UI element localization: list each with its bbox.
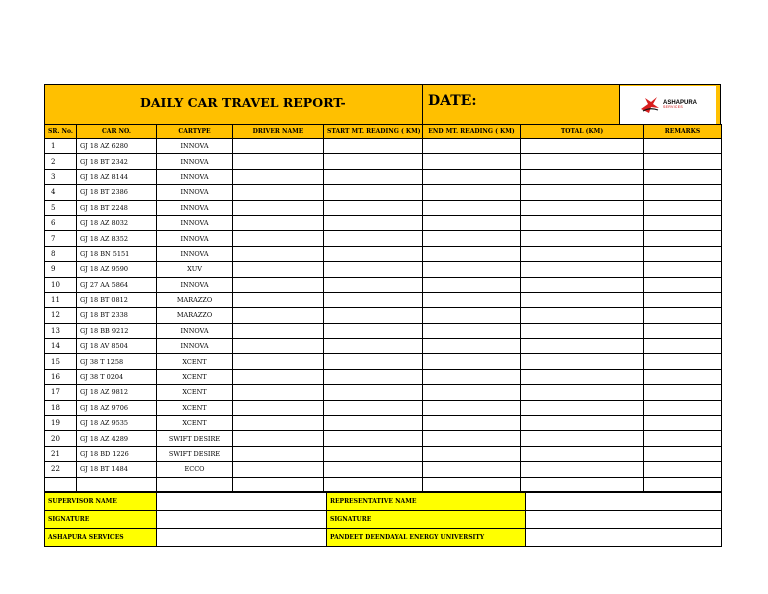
car-type-cell: XUV bbox=[157, 262, 233, 277]
car-no-cell: GJ 18 AZ 8144 bbox=[77, 169, 157, 184]
col-sr-no: SR. No. bbox=[45, 125, 77, 139]
car-type-cell: SWIFT DESIRE bbox=[157, 431, 233, 446]
total-km-cell[interactable] bbox=[521, 400, 644, 415]
end-reading-cell[interactable] bbox=[423, 354, 521, 369]
end-reading-cell[interactable] bbox=[423, 446, 521, 461]
empty-row bbox=[45, 477, 722, 491]
footer-row bbox=[45, 528, 722, 546]
total-km-cell[interactable] bbox=[521, 139, 644, 154]
car-no-cell: GJ 18 BT 2338 bbox=[77, 308, 157, 323]
remarks-cell[interactable] bbox=[644, 262, 722, 277]
ashapura-logo-icon bbox=[639, 95, 661, 115]
total-km-cell[interactable] bbox=[521, 277, 644, 292]
table-row bbox=[45, 354, 722, 369]
empty-cell[interactable] bbox=[324, 477, 423, 491]
remarks-cell[interactable] bbox=[644, 308, 722, 323]
remarks-cell[interactable] bbox=[644, 215, 722, 230]
end-reading-cell[interactable] bbox=[423, 154, 521, 169]
car-no-cell: GJ 38 T 1258 bbox=[77, 354, 157, 369]
start-reading-cell[interactable] bbox=[324, 323, 423, 338]
car-no-cell: GJ 18 AZ 9590 bbox=[77, 262, 157, 277]
logo-name: ASHAPURA bbox=[662, 100, 697, 107]
remarks-cell[interactable] bbox=[644, 231, 722, 246]
end-reading-cell[interactable] bbox=[423, 308, 521, 323]
sr-no-cell: 9 bbox=[45, 262, 77, 277]
table-row bbox=[45, 369, 722, 384]
start-reading-cell[interactable] bbox=[324, 431, 423, 446]
driver-name-cell[interactable] bbox=[233, 308, 324, 323]
total-km-cell[interactable] bbox=[521, 308, 644, 323]
car-no-cell: GJ 18 AZ 9706 bbox=[77, 400, 157, 415]
sr-no-cell: 5 bbox=[45, 200, 77, 215]
signature-right-field[interactable] bbox=[526, 510, 722, 528]
car-no-cell: GJ 18 BT 2248 bbox=[77, 200, 157, 215]
table-row bbox=[45, 323, 722, 338]
report-date-label: DATE: bbox=[428, 93, 477, 109]
empty-cell[interactable] bbox=[521, 477, 644, 491]
end-reading-cell[interactable] bbox=[423, 416, 521, 431]
car-type-cell: INNOVA bbox=[157, 200, 233, 215]
sr-no-cell: 19 bbox=[45, 416, 77, 431]
remarks-cell[interactable] bbox=[644, 323, 722, 338]
driver-name-cell[interactable] bbox=[233, 154, 324, 169]
table-row bbox=[45, 185, 722, 200]
empty-cell[interactable] bbox=[644, 477, 722, 491]
end-reading-cell[interactable] bbox=[423, 385, 521, 400]
remarks-cell[interactable] bbox=[644, 400, 722, 415]
start-reading-cell[interactable] bbox=[324, 215, 423, 230]
table-row bbox=[45, 446, 722, 461]
end-reading-cell[interactable] bbox=[423, 323, 521, 338]
start-reading-cell[interactable] bbox=[324, 462, 423, 477]
driver-name-cell[interactable] bbox=[233, 169, 324, 184]
start-reading-cell[interactable] bbox=[324, 446, 423, 461]
total-km-cell[interactable] bbox=[521, 323, 644, 338]
company-logo bbox=[620, 86, 716, 124]
start-reading-cell[interactable] bbox=[324, 154, 423, 169]
driver-name-cell[interactable] bbox=[233, 446, 324, 461]
col-total-km: TOTAL (KM) bbox=[521, 125, 644, 139]
end-reading-cell[interactable] bbox=[423, 262, 521, 277]
car-no-cell: GJ 18 BT 0812 bbox=[77, 292, 157, 307]
car-type-cell: XCENT bbox=[157, 385, 233, 400]
remarks-cell[interactable] bbox=[644, 200, 722, 215]
remarks-cell[interactable] bbox=[644, 246, 722, 261]
car-no-cell: GJ 18 BD 1226 bbox=[77, 446, 157, 461]
car-type-cell: XCENT bbox=[157, 416, 233, 431]
start-reading-cell[interactable] bbox=[324, 246, 423, 261]
remarks-cell[interactable] bbox=[644, 292, 722, 307]
driver-name-cell[interactable] bbox=[233, 354, 324, 369]
start-reading-cell[interactable] bbox=[324, 231, 423, 246]
car-no-cell: GJ 18 BT 1484 bbox=[77, 462, 157, 477]
sr-no-cell: 12 bbox=[45, 308, 77, 323]
end-reading-cell[interactable] bbox=[423, 246, 521, 261]
driver-name-cell[interactable] bbox=[233, 200, 324, 215]
col-driver-name: DRIVER NAME bbox=[233, 125, 324, 139]
empty-cell[interactable] bbox=[423, 477, 521, 491]
end-reading-cell[interactable] bbox=[423, 200, 521, 215]
start-reading-cell[interactable] bbox=[324, 385, 423, 400]
end-reading-cell[interactable] bbox=[423, 400, 521, 415]
company-left-label: ASHAPURA SERVICES bbox=[45, 528, 157, 546]
header-divider bbox=[422, 85, 423, 125]
signature-block bbox=[44, 492, 722, 547]
sr-no-cell: 4 bbox=[45, 185, 77, 200]
car-type-cell: MARAZZO bbox=[157, 292, 233, 307]
driver-name-cell[interactable] bbox=[233, 323, 324, 338]
end-reading-cell[interactable] bbox=[423, 169, 521, 184]
total-km-cell[interactable] bbox=[521, 339, 644, 354]
total-km-cell[interactable] bbox=[521, 292, 644, 307]
table-row bbox=[45, 154, 722, 169]
company-right-label: PANDEET DEENDAYAL ENERGY UNIVERSITY bbox=[327, 528, 526, 546]
total-km-cell[interactable] bbox=[521, 231, 644, 246]
sr-no-cell: 7 bbox=[45, 231, 77, 246]
driver-name-cell[interactable] bbox=[233, 416, 324, 431]
end-reading-cell[interactable] bbox=[423, 215, 521, 230]
start-reading-cell[interactable] bbox=[324, 262, 423, 277]
signature-left-label: SIGNATURE bbox=[45, 510, 157, 528]
total-km-cell[interactable] bbox=[521, 369, 644, 384]
sr-no-cell: 15 bbox=[45, 354, 77, 369]
sr-no-cell: 16 bbox=[45, 369, 77, 384]
start-reading-cell[interactable] bbox=[324, 292, 423, 307]
total-km-cell[interactable] bbox=[521, 446, 644, 461]
car-type-cell: ECCO bbox=[157, 462, 233, 477]
driver-name-cell[interactable] bbox=[233, 292, 324, 307]
total-km-cell[interactable] bbox=[521, 385, 644, 400]
total-km-cell[interactable] bbox=[521, 169, 644, 184]
remarks-cell[interactable] bbox=[644, 277, 722, 292]
car-no-cell: GJ 18 BB 9212 bbox=[77, 323, 157, 338]
driver-name-cell[interactable] bbox=[233, 385, 324, 400]
car-no-cell: GJ 18 AZ 6280 bbox=[77, 139, 157, 154]
car-no-cell: GJ 18 AZ 4289 bbox=[77, 431, 157, 446]
total-km-cell[interactable] bbox=[521, 154, 644, 169]
start-reading-cell[interactable] bbox=[324, 308, 423, 323]
driver-name-cell[interactable] bbox=[233, 431, 324, 446]
remarks-cell[interactable] bbox=[644, 339, 722, 354]
driver-name-cell[interactable] bbox=[233, 231, 324, 246]
sr-no-cell: 8 bbox=[45, 246, 77, 261]
total-km-cell[interactable] bbox=[521, 354, 644, 369]
end-reading-cell[interactable] bbox=[423, 292, 521, 307]
start-reading-cell[interactable] bbox=[324, 139, 423, 154]
driver-name-cell[interactable] bbox=[233, 400, 324, 415]
remarks-cell[interactable] bbox=[644, 446, 722, 461]
table-row bbox=[45, 292, 722, 307]
sr-no-cell: 6 bbox=[45, 215, 77, 230]
table-row bbox=[45, 215, 722, 230]
car-type-cell: INNOVA bbox=[157, 215, 233, 230]
col-car-type: CARTYPE bbox=[157, 125, 233, 139]
sr-no-cell: 17 bbox=[45, 385, 77, 400]
remarks-cell[interactable] bbox=[644, 369, 722, 384]
table-row bbox=[45, 200, 722, 215]
representative-name-label: REPRESENTATIVE NAME bbox=[327, 492, 526, 510]
sr-no-cell: 14 bbox=[45, 339, 77, 354]
car-type-cell: XCENT bbox=[157, 354, 233, 369]
start-reading-cell[interactable] bbox=[324, 354, 423, 369]
sr-no-cell: 10 bbox=[45, 277, 77, 292]
sr-no-cell: 18 bbox=[45, 400, 77, 415]
remarks-cell[interactable] bbox=[644, 462, 722, 477]
report-header bbox=[44, 84, 721, 124]
table-row bbox=[45, 308, 722, 323]
start-reading-cell[interactable] bbox=[324, 277, 423, 292]
table-row bbox=[45, 462, 722, 477]
empty-cell[interactable] bbox=[77, 477, 157, 491]
travel-table bbox=[44, 124, 722, 492]
sr-no-cell: 21 bbox=[45, 446, 77, 461]
table-row bbox=[45, 277, 722, 292]
representative-name-field[interactable] bbox=[526, 492, 722, 510]
end-reading-cell[interactable] bbox=[423, 369, 521, 384]
car-no-cell: GJ 18 AZ 8032 bbox=[77, 215, 157, 230]
table-row bbox=[45, 385, 722, 400]
end-reading-cell[interactable] bbox=[423, 231, 521, 246]
total-km-cell[interactable] bbox=[521, 200, 644, 215]
start-reading-cell[interactable] bbox=[324, 169, 423, 184]
table-row bbox=[45, 262, 722, 277]
start-reading-cell[interactable] bbox=[324, 400, 423, 415]
sr-no-cell: 11 bbox=[45, 292, 77, 307]
car-no-cell: GJ 27 AA 5864 bbox=[77, 277, 157, 292]
company-right-field[interactable] bbox=[526, 528, 722, 546]
remarks-cell[interactable] bbox=[644, 416, 722, 431]
end-reading-cell[interactable] bbox=[423, 339, 521, 354]
car-no-cell: GJ 18 AZ 9535 bbox=[77, 416, 157, 431]
col-start-reading: START MT. READING ( KM) bbox=[324, 125, 423, 139]
driver-name-cell[interactable] bbox=[233, 262, 324, 277]
signature-right-label: SIGNATURE bbox=[327, 510, 526, 528]
start-reading-cell[interactable] bbox=[324, 339, 423, 354]
end-reading-cell[interactable] bbox=[423, 431, 521, 446]
remarks-cell[interactable] bbox=[644, 169, 722, 184]
car-type-cell: INNOVA bbox=[157, 277, 233, 292]
table-row bbox=[45, 169, 722, 184]
driver-name-cell[interactable] bbox=[233, 369, 324, 384]
remarks-cell[interactable] bbox=[644, 385, 722, 400]
car-type-cell: INNOVA bbox=[157, 154, 233, 169]
sr-no-cell: 22 bbox=[45, 462, 77, 477]
report-sheet bbox=[44, 84, 721, 547]
table-row bbox=[45, 416, 722, 431]
supervisor-name-label: SUPERVISOR NAME bbox=[45, 492, 157, 510]
report-title: DAILY CAR TRAVEL REPORT- bbox=[140, 95, 346, 110]
driver-name-cell[interactable] bbox=[233, 462, 324, 477]
car-type-cell: XCENT bbox=[157, 400, 233, 415]
car-type-cell: SWIFT DESIRE bbox=[157, 446, 233, 461]
car-no-cell: GJ 18 AV 8504 bbox=[77, 339, 157, 354]
car-type-cell: INNOVA bbox=[157, 169, 233, 184]
total-km-cell[interactable] bbox=[521, 462, 644, 477]
remarks-cell[interactable] bbox=[644, 354, 722, 369]
driver-name-cell[interactable] bbox=[233, 185, 324, 200]
supervisor-name-field[interactable] bbox=[157, 492, 327, 510]
remarks-cell[interactable] bbox=[644, 185, 722, 200]
car-type-cell: INNOVA bbox=[157, 185, 233, 200]
empty-cell[interactable] bbox=[157, 477, 233, 491]
table-row bbox=[45, 339, 722, 354]
total-km-cell[interactable] bbox=[521, 215, 644, 230]
footer-row bbox=[45, 492, 722, 510]
driver-name-cell[interactable] bbox=[233, 139, 324, 154]
driver-name-cell[interactable] bbox=[233, 215, 324, 230]
signature-left-field[interactable] bbox=[157, 510, 327, 528]
sr-no-cell: 2 bbox=[45, 154, 77, 169]
total-km-cell[interactable] bbox=[521, 416, 644, 431]
table-header-row bbox=[45, 125, 722, 139]
car-no-cell: GJ 18 AZ 9812 bbox=[77, 385, 157, 400]
car-no-cell: GJ 38 T 0204 bbox=[77, 369, 157, 384]
total-km-cell[interactable] bbox=[521, 262, 644, 277]
sr-no-cell: 13 bbox=[45, 323, 77, 338]
sr-no-cell: 20 bbox=[45, 431, 77, 446]
start-reading-cell[interactable] bbox=[324, 200, 423, 215]
driver-name-cell[interactable] bbox=[233, 277, 324, 292]
start-reading-cell[interactable] bbox=[324, 369, 423, 384]
car-type-cell: INNOVA bbox=[157, 246, 233, 261]
car-type-cell: MARAZZO bbox=[157, 308, 233, 323]
table-row bbox=[45, 431, 722, 446]
car-type-cell: INNOVA bbox=[157, 339, 233, 354]
end-reading-cell[interactable] bbox=[423, 277, 521, 292]
col-remarks: REMARKS bbox=[644, 125, 722, 139]
start-reading-cell[interactable] bbox=[324, 185, 423, 200]
col-car-no: CAR NO. bbox=[77, 125, 157, 139]
table-row bbox=[45, 139, 722, 154]
car-type-cell: XCENT bbox=[157, 369, 233, 384]
empty-cell[interactable] bbox=[233, 477, 324, 491]
end-reading-cell[interactable] bbox=[423, 462, 521, 477]
end-reading-cell[interactable] bbox=[423, 185, 521, 200]
col-end-reading: END MT. READING ( KM) bbox=[423, 125, 521, 139]
remarks-cell[interactable] bbox=[644, 139, 722, 154]
total-km-cell[interactable] bbox=[521, 185, 644, 200]
driver-name-cell[interactable] bbox=[233, 339, 324, 354]
remarks-cell[interactable] bbox=[644, 431, 722, 446]
driver-name-cell[interactable] bbox=[233, 246, 324, 261]
total-km-cell[interactable] bbox=[521, 431, 644, 446]
footer-row bbox=[45, 510, 722, 528]
car-type-cell: INNOVA bbox=[157, 231, 233, 246]
table-row bbox=[45, 246, 722, 261]
start-reading-cell[interactable] bbox=[324, 416, 423, 431]
car-type-cell: INNOVA bbox=[157, 139, 233, 154]
sr-no-cell: 3 bbox=[45, 169, 77, 184]
table-row bbox=[45, 231, 722, 246]
end-reading-cell[interactable] bbox=[423, 139, 521, 154]
logo-sub: SERVICES bbox=[662, 105, 684, 110]
empty-cell[interactable] bbox=[45, 477, 77, 491]
car-no-cell: GJ 18 AZ 8352 bbox=[77, 231, 157, 246]
sr-no-cell: 1 bbox=[45, 139, 77, 154]
total-km-cell[interactable] bbox=[521, 246, 644, 261]
car-type-cell: INNOVA bbox=[157, 323, 233, 338]
table-row bbox=[45, 400, 722, 415]
car-no-cell: GJ 18 BT 2342 bbox=[77, 154, 157, 169]
remarks-cell[interactable] bbox=[644, 154, 722, 169]
company-left-field[interactable] bbox=[157, 528, 327, 546]
car-no-cell: GJ 18 BN 5151 bbox=[77, 246, 157, 261]
car-no-cell: GJ 18 BT 2386 bbox=[77, 185, 157, 200]
